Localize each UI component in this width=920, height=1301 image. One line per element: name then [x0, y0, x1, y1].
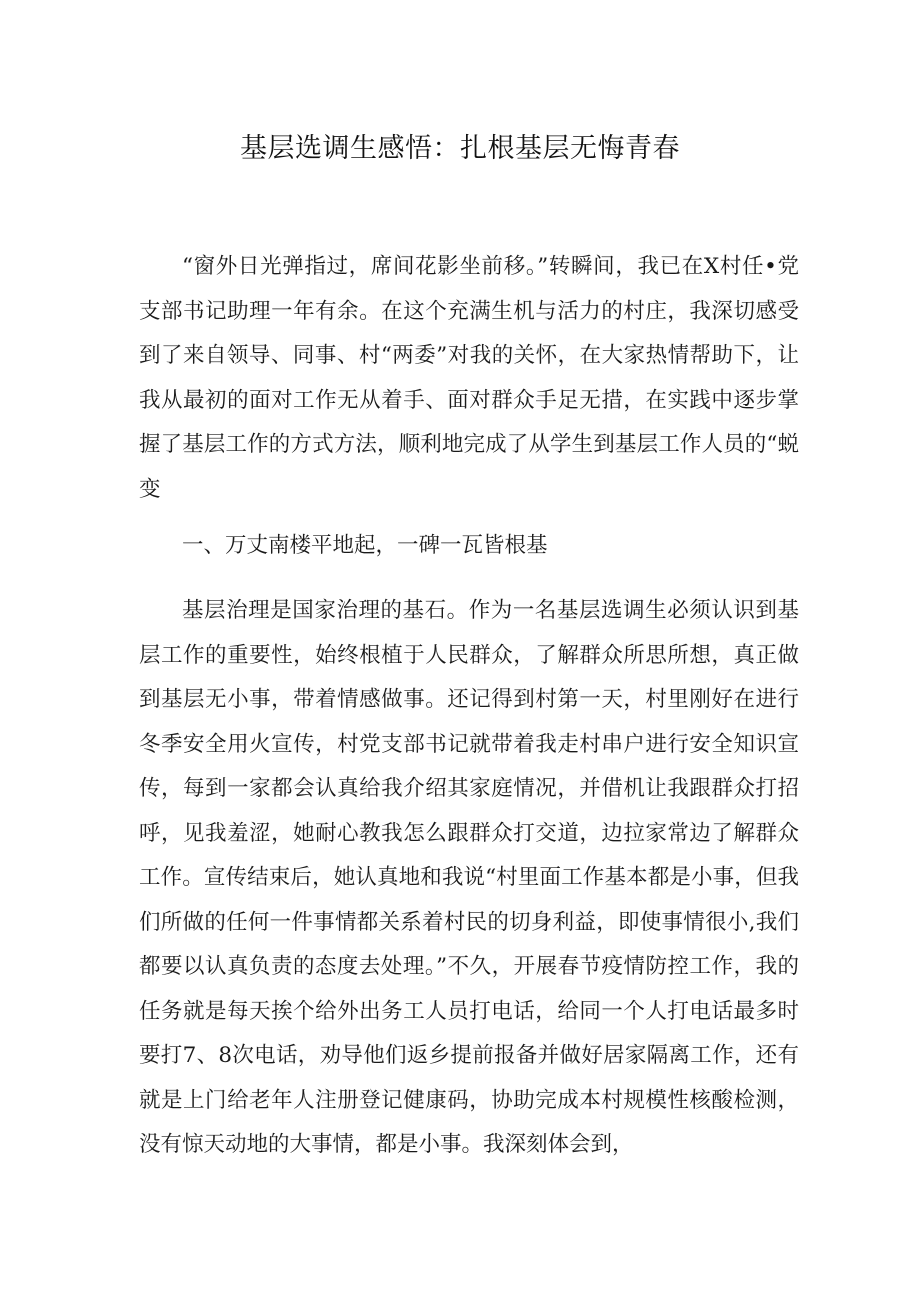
intro-paragraph: “窗外日光弹指过，席间花影坐前移。”转瞬间，我已在X村任•党支部书记助理一年有余。在这个充满生机与活力的村庄，我深切感受到了来自领导、同事、村“两委”对我的关怀，在大家热情帮助下，让我从最初的面对工作无从着手、面对群众手足无措，在实践中逐步掌握了基层工作的方式方法，顺利地完成了从学生到基层工作人员的“蜕变 [139, 254, 799, 502]
section-heading: 一、万丈南楼平地起，一碑一瓦皆根基 [182, 533, 548, 558]
document-title: 基层选调生感悟：扎根基层无悔青春 [240, 133, 680, 164]
section-paragraph: 基层治理是国家治理的基石。作为一名基层选调生必须认识到基层工作的重要性，始终根植于人民群众，了解群众所思所想，真正做到基层无小事，带着情感做事。还记得到村第一天，村里刚好在进行冬季安全用火宣传，村党支部书记就带着我走村串户进行安全知识宣传，每到一家都会认真给我介绍其家庭情况，并借机让我跟群众打招呼，见我羞涩，她耐心教我怎么跟群众打交道，边拉家常边了解群众工作。宣传结束后，她认真地和我说“村里面工作基本都是小事，但我们所做的任何一件事情都关系着村民的切身利益，即使事情很小,我们都要以认真负责的态度去处理。”不久，开展春节疫情防控工作，我的任务就是每天挨个给外出务工人员打电话，给同一个人打电话最多时要打7、8次电话，劝导他们返乡提前报备并做好居家隔离工作，还有就是上门给老年人注册登记健康码，协助完成本村规模性核酸检测，没有惊天动地的大事情，都是小事。我深刻体会到， [139, 598, 799, 1157]
